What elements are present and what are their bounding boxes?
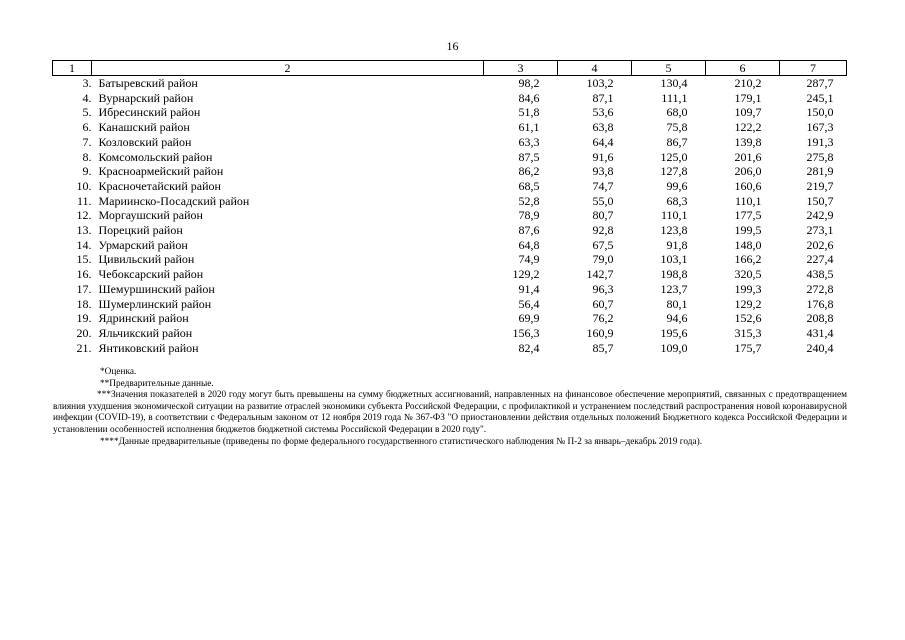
value-col-5: 68,0 (666, 105, 688, 120)
column-header-7: 7 (780, 61, 847, 76)
value-col-3: 82,4 (518, 340, 540, 355)
value-col-7: 242,9 (806, 208, 834, 223)
value-col-4: 80,7 (592, 208, 614, 223)
value-col-4: 142,7 (586, 267, 614, 282)
table-row (53, 179, 847, 194)
value-col-6: 179,1 (734, 90, 762, 105)
value-col-5: 68,3 (666, 193, 688, 208)
value-col-6: 152,6 (734, 311, 762, 326)
footnote-preliminary: **Предварительные данные. (100, 378, 214, 389)
table-row (53, 194, 847, 209)
value-col-3: 87,6 (518, 223, 540, 238)
value-col-5: 75,8 (666, 120, 688, 135)
value-col-6: 109,7 (734, 105, 762, 120)
value-col-7: 227,4 (806, 252, 834, 267)
row-number: 5. (82, 105, 92, 120)
footnotes (53, 367, 847, 448)
value-col-5: 109,0 (660, 340, 688, 355)
district-name: Козловский район (98, 134, 192, 149)
row-number: 8. (82, 149, 92, 164)
table-row (53, 76, 847, 91)
column-header-5: 5 (632, 61, 706, 76)
value-col-3: 86,2 (518, 164, 540, 179)
value-col-7: 202,6 (806, 237, 834, 252)
value-col-7: 275,8 (806, 149, 834, 164)
value-col-6: 199,5 (734, 223, 762, 238)
district-name: Батыревский район (98, 76, 198, 90)
row-number: 13. (76, 223, 92, 238)
row-number: 14. (76, 237, 92, 252)
table-row (53, 326, 847, 341)
value-col-6: 175,7 (734, 340, 762, 355)
table-row (53, 135, 847, 150)
value-col-3: 51,8 (518, 105, 540, 120)
value-col-7: 167,3 (806, 120, 834, 135)
table-row (53, 282, 847, 297)
value-col-7: 240,4 (806, 340, 834, 355)
table-row (53, 341, 847, 356)
row-number: 19. (76, 311, 92, 326)
row-number: 7. (82, 134, 92, 149)
district-name: Красночетайский район (98, 178, 221, 193)
value-col-7: 219,7 (806, 178, 834, 193)
district-name: Красноармейский район (98, 164, 224, 179)
table-row (53, 150, 847, 165)
row-number: 9. (82, 164, 92, 179)
value-col-4: 67,5 (592, 237, 614, 252)
value-col-3: 64,8 (518, 237, 540, 252)
value-col-7: 176,8 (806, 296, 834, 311)
value-col-3: 91,4 (518, 281, 540, 296)
value-col-7: 272,8 (806, 281, 834, 296)
value-col-5: 86,7 (666, 134, 688, 149)
value-col-5: 110,1 (660, 208, 688, 223)
value-col-5: 130,4 (660, 76, 688, 90)
table-row (53, 120, 847, 135)
row-number: 18. (76, 296, 92, 311)
footnote-preliminary-data: ****Данные предварительные (приведены по форме федерального государственного статистического наблюдения № П-2 за январь–декабрь 2019 года). (100, 436, 703, 447)
table-row (53, 91, 847, 106)
district-name: Моргаушский район (98, 208, 203, 223)
district-name: Чебоксарский район (98, 267, 204, 282)
row-number: 10. (76, 178, 92, 193)
value-col-5: 123,8 (660, 223, 688, 238)
value-col-4: 63,8 (592, 120, 614, 135)
footnote-estimate: *Оценка. (100, 367, 137, 377)
column-header-2: 2 (92, 61, 484, 76)
value-col-4: 85,7 (592, 340, 614, 355)
value-col-3: 78,9 (518, 208, 540, 223)
row-number: 21. (76, 340, 92, 355)
value-col-7: 287,7 (806, 76, 834, 90)
district-name: Шемуршинский район (98, 281, 215, 296)
value-col-3: 84,6 (518, 90, 540, 105)
table-row (53, 297, 847, 312)
value-col-6: 166,2 (734, 252, 762, 267)
column-header-1: 1 (53, 61, 92, 76)
value-col-4: 93,8 (592, 164, 614, 179)
value-col-4: 55,0 (592, 193, 614, 208)
value-col-3: 68,5 (518, 178, 540, 193)
table-row (53, 223, 847, 238)
district-name: Янтиковский район (98, 340, 199, 355)
value-col-7: 208,8 (806, 311, 834, 326)
row-number: 17. (76, 281, 92, 296)
row-number: 3. (82, 76, 92, 90)
table-row (53, 105, 847, 120)
district-name: Комсомольский район (98, 149, 213, 164)
value-col-4: 64,4 (592, 134, 614, 149)
value-col-4: 103,2 (586, 76, 614, 90)
value-col-4: 96,3 (592, 281, 614, 296)
table-row (53, 238, 847, 253)
row-number: 12. (76, 208, 92, 223)
district-name: Порецкий район (98, 223, 183, 238)
data-table (52, 60, 847, 355)
row-number: 6. (82, 120, 92, 135)
district-name: Канашский район (98, 120, 190, 135)
value-col-5: 103,1 (660, 252, 688, 267)
page-number: 16 (446, 39, 459, 53)
footnote-budget-covid: ***Значения показателей в 2020 году могут быть превышены на сумму бюджетных ассигнований, направленных на финансовое обеспечение мероприятий, связанных с предотвращением влияния ухудшения экономической ситуации на развитие отраслей экономики субъекта Российской Федерации, с профилактикой и устранением последствий распространения новой коронавирусной инфекции (COVID-19), в соответствии с Федеральным законом от 12 ноября 2019 года № 367-ФЗ "О приостановлении действия отдельных положений Бюджетного кодекса Российской Федерации и установлении особенностей исполнения бюджетов бюджетной системы Российской Федерации в 2020 году". (53, 390, 847, 435)
value-col-3: 69,9 (518, 311, 540, 326)
value-col-5: 195,6 (660, 325, 688, 340)
value-col-7: 273,1 (806, 223, 834, 238)
district-name: Мариинско-Посадский район (98, 193, 250, 208)
value-col-3: 74,9 (518, 252, 540, 267)
value-col-4: 60,7 (592, 296, 614, 311)
table-row (53, 252, 847, 267)
value-col-7: 150,0 (806, 105, 834, 120)
value-col-6: 315,3 (734, 325, 762, 340)
value-col-6: 177,5 (734, 208, 762, 223)
column-header-3: 3 (484, 61, 558, 76)
district-name: Яльчикский район (98, 325, 193, 340)
value-col-4: 87,1 (592, 90, 614, 105)
value-col-6: 122,2 (734, 120, 762, 135)
value-col-5: 123,7 (660, 281, 688, 296)
value-col-6: 201,6 (734, 149, 762, 164)
row-number: 4. (82, 90, 92, 105)
value-col-5: 111,1 (661, 90, 688, 105)
value-col-3: 129,2 (512, 267, 540, 282)
table-row (53, 208, 847, 223)
table-row (53, 311, 847, 326)
table-body (53, 76, 847, 356)
value-col-6: 129,2 (734, 296, 762, 311)
value-col-3: 87,5 (518, 149, 540, 164)
value-col-7: 150,7 (806, 193, 834, 208)
value-col-5: 94,6 (666, 311, 688, 326)
value-col-3: 63,3 (518, 134, 540, 149)
value-col-7: 431,4 (806, 325, 834, 340)
row-number: 16. (76, 267, 92, 282)
column-header-6: 6 (706, 61, 780, 76)
district-name: Ядринский район (98, 311, 189, 326)
value-col-3: 61,1 (518, 120, 540, 135)
value-col-3: 98,2 (518, 76, 540, 90)
value-col-4: 53,6 (592, 105, 614, 120)
column-header-4: 4 (558, 61, 632, 76)
district-name: Ибресинский район (98, 105, 201, 120)
value-col-6: 206,0 (734, 164, 762, 179)
value-col-7: 191,3 (806, 134, 834, 149)
value-col-7: 438,5 (806, 267, 834, 282)
value-col-5: 127,8 (660, 164, 688, 179)
row-number: 11. (76, 193, 92, 208)
value-col-6: 148,0 (734, 237, 762, 252)
header-row (53, 61, 847, 76)
district-name: Урмарский район (98, 237, 188, 252)
value-col-3: 56,4 (518, 296, 540, 311)
value-col-6: 199,3 (734, 281, 762, 296)
value-col-6: 139,8 (734, 134, 762, 149)
district-name: Вурнарский район (98, 90, 194, 105)
value-col-5: 198,8 (660, 267, 688, 282)
value-col-4: 76,2 (592, 311, 614, 326)
value-col-6: 110,1 (734, 193, 762, 208)
value-col-6: 320,5 (734, 267, 762, 282)
value-col-4: 160,9 (586, 325, 614, 340)
value-col-5: 125,0 (660, 149, 688, 164)
value-col-4: 91,6 (592, 149, 614, 164)
value-col-5: 91,8 (666, 237, 688, 252)
value-col-7: 281,9 (806, 164, 834, 179)
value-col-4: 92,8 (592, 223, 614, 238)
value-col-3: 156,3 (512, 325, 540, 340)
value-col-6: 210,2 (734, 76, 762, 90)
row-number: 15. (76, 252, 92, 267)
district-name: Цивильский район (98, 252, 195, 267)
table-row (53, 164, 847, 179)
value-col-4: 74,7 (592, 178, 614, 193)
value-col-6: 160,6 (734, 178, 762, 193)
table-row (53, 267, 847, 282)
value-col-3: 52,8 (518, 193, 540, 208)
district-name: Шумерлинский район (98, 296, 212, 311)
value-col-5: 80,1 (666, 296, 688, 311)
value-col-4: 79,0 (592, 252, 614, 267)
value-col-7: 245,1 (806, 90, 834, 105)
value-col-5: 99,6 (666, 178, 688, 193)
row-number: 20. (76, 325, 92, 340)
